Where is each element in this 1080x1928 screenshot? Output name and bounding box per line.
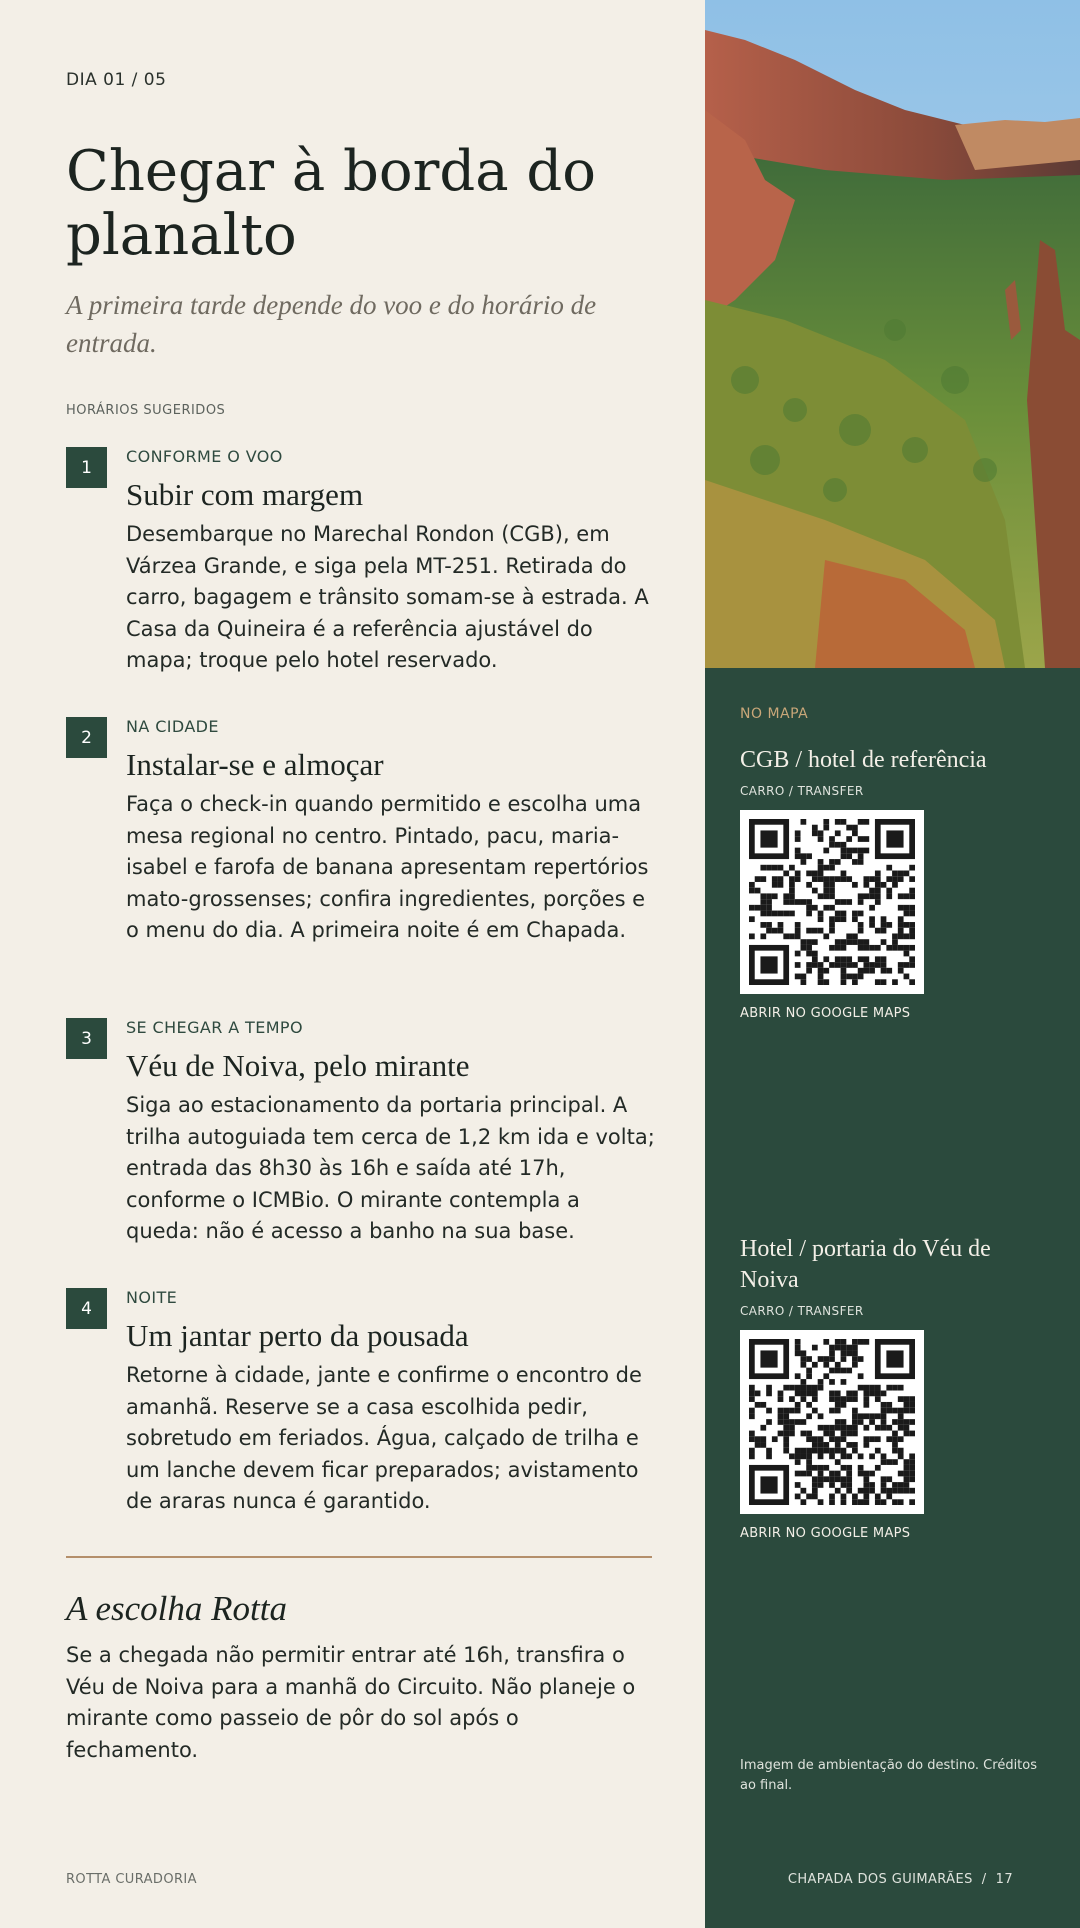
step-kicker: SE CHEGAR A TEMPO <box>126 1018 303 1037</box>
step-kicker: NOITE <box>126 1288 178 1307</box>
map-route-title: CGB / hotel de referência <box>740 747 987 773</box>
step-heading: Véu de Noiva, pelo mirante <box>126 1048 470 1083</box>
qr-code-icon[interactable] <box>740 1330 924 1514</box>
step-description: Siga ao estacionamento da portaria principal. A trilha autoguiada tem cerca de 1,2 km ida e volta; entrada das 8h30 às 16h e saída até 17h, conforme o ICMBio. O mirante contempla a queda: não é acesso a banho na sua base. <box>126 1093 655 1243</box>
step-description: Faça o check-in quando permitido e escolha uma mesa regional no centro. Pintado, pacu, maria-isabel e farofa de banana apresentam repertórios mato-grossenses; confira ingredientes, porções e o menu do dia. A primeira noite é em Chapada. <box>126 792 649 942</box>
map-section-label: NO MAPA <box>740 706 809 722</box>
day-label: DIA 01 / 05 <box>66 70 167 90</box>
schedule-section-label: HORÁRIOS SUGERIDOS <box>66 403 226 418</box>
section-divider <box>66 1556 652 1558</box>
choice-title: A escolha Rotta <box>66 1589 287 1628</box>
step-number-badge: 2 <box>66 717 107 758</box>
page-subtitle: A primeira tarde depende do voo e do horário de entrada. <box>66 290 597 358</box>
step-number-badge: 4 <box>66 1288 107 1329</box>
step-heading: Instalar-se e almoçar <box>126 747 384 782</box>
page-title: Chegar à borda do planalto <box>66 139 596 268</box>
map-route-title: Hotel / portaria do Véu de Noiva <box>740 1236 991 1293</box>
step-description: Desembarque no Marechal Rondon (CGB), em Várzea Grande, e siga pela MT-251. Retirada do carro, bagagem e trânsito somam-se à estrada. A Casa da Quineira é a referência ajustável do mapa; troque pelo hotel reservado. <box>126 522 649 672</box>
footer-brand: ROTTA CURADORIA <box>66 1872 197 1887</box>
map-route-mode: CARRO / TRANSFER <box>740 1304 864 1318</box>
step-number-badge: 1 <box>66 447 107 488</box>
step-heading: Subir com margem <box>126 477 364 512</box>
step-heading: Um jantar perto da pousada <box>126 1318 469 1353</box>
image-credit: Imagem de ambientação do destino. Créditos ao final. <box>740 1758 1038 1793</box>
open-google-maps-link[interactable]: ABRIR NO GOOGLE MAPS <box>740 1526 911 1541</box>
map-sidebar <box>705 0 1080 1928</box>
footer-location-page: CHAPADA DOS GUIMARÃES / 17 <box>787 1872 1013 1887</box>
qr-code-icon[interactable] <box>740 810 924 994</box>
choice-text: Se a chegada não permitir entrar até 16h, transfira o Véu de Noiva para a manhã do Circuito. Não planeje o mirante como passeio de pôr do sol após o fechamento. <box>66 1643 636 1762</box>
open-google-maps-link[interactable]: ABRIR NO GOOGLE MAPS <box>740 1006 911 1021</box>
step-number-badge: 3 <box>66 1018 107 1059</box>
map-route-mode: CARRO / TRANSFER <box>740 784 864 798</box>
step-kicker: CONFORME O VOO <box>126 447 283 466</box>
step-description: Retorne à cidade, jante e confirme o encontro de amanhã. Reserve se a casa escolhida pedir, sobretudo em feriados. Água, calçado de trilha e um lanche devem ficar preparados; avistamento de araras nunca é garantido. <box>126 1363 642 1513</box>
map-card-2 <box>740 1234 1050 1541</box>
step-kicker: NA CIDADE <box>126 717 219 736</box>
map-card-1 <box>740 745 1050 1021</box>
destination-photo <box>705 0 1080 668</box>
